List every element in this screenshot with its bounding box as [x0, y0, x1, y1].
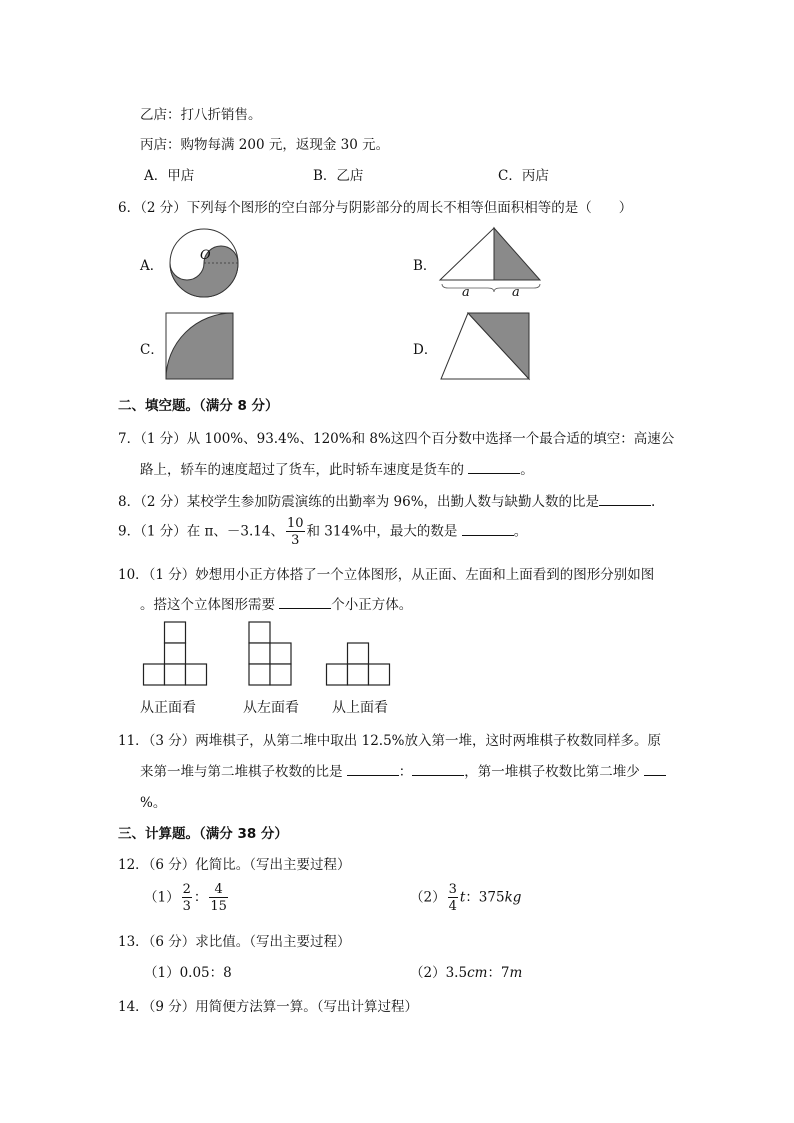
q12-part-1: [144, 883, 230, 913]
q13-p2-b: ：7: [487, 965, 510, 981]
q5-option-c: C．丙店: [498, 168, 549, 184]
q11-answer-blank-3[interactable]: [644, 763, 666, 776]
q10-line-2-text: 。搭这个立体图形需要: [140, 597, 275, 613]
q8-text: 8．（2 分）某校学生参加防震演练的出勤率为 96%，出勤人数与缺勤人数的比是: [118, 494, 600, 510]
q6-figure-c: [165, 312, 235, 380]
q13-p2-unit-2: m: [509, 965, 523, 981]
q11-line-3: %。: [140, 795, 167, 811]
q12-p1-f2-den: 15: [210, 899, 227, 914]
q11-line-2-mid: ，第一堆棋子枚数比第二堆少: [464, 764, 640, 780]
q10-answer-blank[interactable]: [279, 596, 331, 609]
q10-top-view: [326, 642, 392, 688]
q11-answer-blank-1[interactable]: [347, 763, 399, 776]
q6-figure-a: [166, 227, 242, 299]
section-2-heading: 二、填空题。（满分 8 分）: [118, 398, 279, 414]
q12-part-2: [410, 883, 521, 913]
q11-colon: ：: [398, 764, 413, 780]
q6-label-c: C．: [140, 342, 164, 358]
q12-p1-frac-2: [209, 883, 228, 913]
q12-p1-frac-1: [182, 883, 192, 913]
q5-line-bing: 丙店：购物每满 200 元，返现金 30 元。: [140, 137, 390, 153]
q9-fraction: [286, 517, 305, 547]
q6-figure-d: [440, 312, 530, 380]
section-3-heading: 三、计算题。（满分 38 分）: [118, 826, 288, 842]
q13-stem: 13．（6 分）求比值。（写出主要过程）: [118, 934, 351, 950]
q13-part-2: [410, 961, 522, 981]
q12-p1-label: （1）: [144, 889, 180, 906]
q11-line-2: [140, 760, 666, 780]
q6-seg-label-right: a: [512, 285, 520, 300]
q12-p2-label: （2）: [410, 889, 446, 906]
q10-caption-front: 从正面看: [140, 700, 196, 716]
q10-line-1: 10．（1 分）妙想用小正方体搭了一个立体图形，从正面、左面和上面看到的图形分别如图: [118, 567, 655, 583]
q10-caption-left: 从左面看: [243, 700, 299, 716]
q12-p1-f2-num: 4: [209, 883, 228, 898]
q6-label-a: A．: [140, 258, 164, 274]
q12-stem: 12．（6 分）化简比。（写出主要过程）: [118, 857, 351, 873]
q13-part-1: （1）0.05：8: [144, 965, 232, 981]
q11-line-2-text: 来第一堆与第二堆棋子枚数的比是: [140, 764, 343, 780]
q7-line-2-text: 路上，轿车的速度超过了货车，此时轿车速度是货车的: [140, 462, 464, 478]
q6-stem: 6．（2 分）下列每个图形的空白部分与阴影部分的周长不相等但面积相等的是（ ）: [118, 200, 633, 216]
q10-caption-top: 从上面看: [332, 700, 388, 716]
q7-line-1: 7．（1 分）从 100%、93.4%、120%和 8%这四个百分数中选择一个最合适的填空：高速公: [118, 431, 675, 447]
q6-label-d: D．: [413, 342, 438, 358]
q14-stem: 14．（9 分）用简便方法算一算。（写出计算过程）: [118, 999, 419, 1015]
q12-p2-rest: ：375: [465, 889, 505, 906]
q7-line-2-end: 。: [520, 462, 534, 478]
q11-line-1: 11．（3 分）两堆棋子，从第二堆中取出 12.5%放入第一堆，这时两堆棋子枚数同样多。原: [118, 733, 661, 749]
q12-p1-sep: ：: [193, 889, 208, 906]
q10-line-2: [140, 593, 412, 613]
q10-front-view: [143, 621, 209, 687]
q9-frac-den: 3: [291, 533, 300, 548]
q8-end: .: [651, 494, 656, 510]
q6-figure-b: [438, 226, 542, 298]
q8-answer-blank[interactable]: [599, 493, 651, 506]
q6-seg-label-left: a: [462, 285, 470, 300]
q5-option-a: A．甲店: [144, 168, 195, 184]
q12-p1-f1-den: 3: [182, 899, 191, 914]
q9-text-a: 9．（1 分）在 π、－3.14、: [118, 523, 284, 540]
q10-line-2-end: 个小正方体。: [331, 597, 413, 613]
q12-p1-f1-num: 2: [182, 882, 191, 897]
q13-p2-a: （2）3.5: [410, 965, 468, 981]
q6-label-b: B．: [413, 258, 437, 274]
q12-p2-f-num: 3: [448, 882, 457, 897]
q6-center-label: O: [200, 248, 211, 263]
q9-end: 。: [513, 523, 528, 540]
q11-answer-blank-2[interactable]: [412, 763, 464, 776]
q9-answer-blank[interactable]: [462, 523, 514, 536]
q12-p2-f-den: 4: [448, 899, 457, 914]
q13-p2-unit-1: cm: [467, 965, 488, 981]
q5-line-yi: 乙店：打八折销售。: [140, 107, 262, 123]
q8-line: [118, 490, 655, 510]
q9-frac-num: 10: [286, 516, 304, 531]
q7-line-2: [140, 458, 534, 478]
q12-p2-unit-1: t: [459, 889, 466, 906]
q7-answer-blank[interactable]: [468, 461, 520, 474]
q5-option-b: B．乙店: [313, 168, 364, 184]
q12-p2-frac: [448, 883, 458, 913]
q12-p2-unit-2: kg: [504, 889, 522, 906]
q9-text-b: 和 314%中，最大的数是: [306, 523, 458, 540]
q9-line: [118, 517, 527, 547]
q10-left-view: [248, 621, 296, 687]
